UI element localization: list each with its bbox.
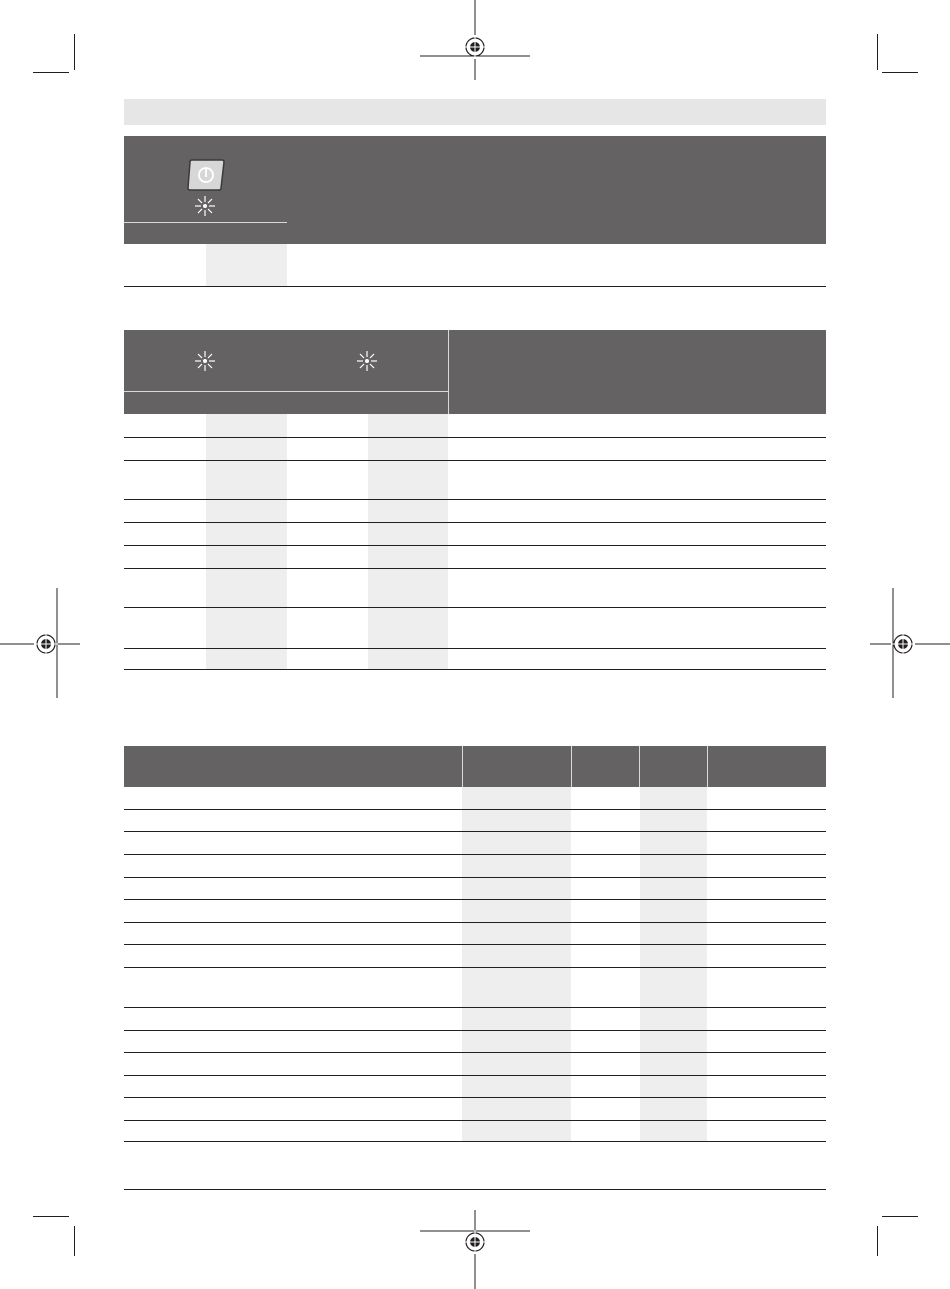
table-1-header bbox=[124, 136, 826, 244]
table-row bbox=[124, 854, 826, 855]
table-2-header bbox=[124, 330, 826, 414]
table-3-header bbox=[124, 746, 826, 787]
table-row bbox=[124, 545, 826, 546]
table-row bbox=[124, 568, 826, 569]
table-row bbox=[124, 877, 826, 878]
table-row bbox=[124, 522, 826, 523]
registration-mark-top bbox=[420, 0, 530, 80]
registration-mark-left bbox=[0, 588, 80, 698]
table-1-light-column bbox=[206, 244, 287, 286]
table-2-light-column-a bbox=[206, 414, 287, 669]
table-row bbox=[124, 460, 826, 461]
table-row bbox=[124, 607, 826, 608]
table-row bbox=[124, 809, 826, 810]
table-row bbox=[124, 1052, 826, 1053]
table-row bbox=[124, 499, 826, 500]
table-row bbox=[124, 1141, 826, 1142]
table-row bbox=[124, 899, 826, 900]
table-3-light-column-b bbox=[640, 787, 707, 1141]
table-row bbox=[124, 437, 826, 438]
led-blink-icon bbox=[194, 350, 216, 372]
table-row bbox=[124, 967, 826, 968]
table-row bbox=[124, 286, 826, 287]
table-row bbox=[124, 1097, 826, 1098]
table-row bbox=[124, 944, 826, 945]
table-row bbox=[124, 831, 826, 832]
footer-rule bbox=[124, 1189, 826, 1190]
header-band bbox=[124, 99, 826, 125]
table-row bbox=[124, 1007, 826, 1008]
registration-mark-bottom bbox=[420, 1210, 530, 1289]
led-blink-icon bbox=[356, 350, 378, 372]
table-row bbox=[124, 1120, 826, 1121]
power-button-icon bbox=[186, 157, 226, 193]
table-row bbox=[124, 1075, 826, 1076]
led-blink-icon bbox=[194, 195, 216, 217]
table-row bbox=[124, 669, 826, 670]
table-2-light-column-b bbox=[368, 414, 448, 669]
registration-mark-right bbox=[870, 588, 950, 698]
table-3-light-column-a bbox=[462, 787, 571, 1141]
table-row bbox=[124, 922, 826, 923]
table-row bbox=[124, 648, 826, 649]
table-row bbox=[124, 1030, 826, 1031]
